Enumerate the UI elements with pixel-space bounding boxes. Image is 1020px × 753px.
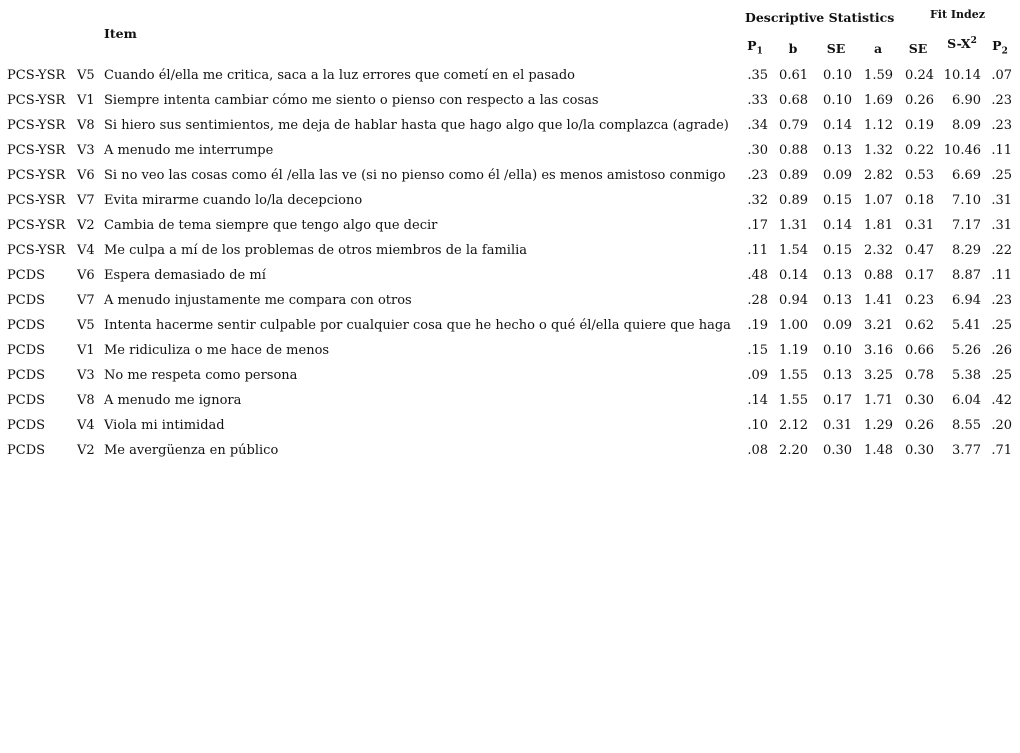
p1-value: .32 [747,193,768,208]
se1-value: 0.13 [823,293,852,308]
item-text: Si hiero sus sentimientos, me deja de hablar hasta que hago algo que lo/la complazca (agrade) [104,118,729,133]
item-text: Me culpa a mí de los problemas de otros miembros de la familia [104,243,528,258]
a-header: a [873,41,883,56]
se2-header: SE [908,41,928,56]
table-row [0,88,1020,113]
se2-value: 0.62 [905,318,934,333]
table-row [0,138,1020,163]
sx2-value: 10.14 [943,68,981,83]
se2-value: 0.22 [905,143,934,158]
se1-value: 0.15 [823,193,852,208]
table-row [0,313,1020,338]
se2-value: 0.66 [905,343,934,358]
se1-value: 0.13 [823,368,852,383]
p2-value: .23 [991,118,1012,133]
b-value: 1.54 [779,243,808,258]
sx2-value: 5.26 [952,343,981,358]
p1-value: .17 [747,218,768,233]
fit-index-header: Fit Indez [930,8,985,21]
table-row [0,238,1020,263]
p2-value: .20 [991,418,1012,433]
item-text: No me respeta como persona [104,368,298,383]
sx2-value: 8.55 [952,418,981,433]
table-row [0,188,1020,213]
se2-value: 0.47 [905,243,934,258]
p2-value: .23 [991,93,1012,108]
scale-cell: PCS-YSR [7,143,66,158]
version-cell: V1 [77,93,95,108]
scale-cell: PCS-YSR [7,168,66,183]
a-value: 1.29 [864,418,893,433]
table-row [0,413,1020,438]
se1-value: 0.13 [823,143,852,158]
scale-cell: PCDS [7,268,46,283]
se1-value: 0.09 [823,318,852,333]
se1-header: SE [826,41,846,56]
table-row [0,163,1020,188]
a-value: 1.32 [864,143,893,158]
version-cell: V6 [77,268,95,283]
p2-value: .31 [991,218,1012,233]
sx2-value: 7.10 [952,193,981,208]
version-cell: V7 [77,193,95,208]
a-value: 3.25 [864,368,893,383]
scale-cell: PCDS [7,293,46,308]
b-value: 0.68 [779,93,808,108]
b-value: 1.55 [779,368,808,383]
se1-value: 0.10 [823,68,852,83]
p2-value: .31 [991,193,1012,208]
item-text: Intenta hacerme sentir culpable por cualquier cosa que he hecho o qué él/ella quiere que haga [104,318,731,333]
scale-cell: PCDS [7,368,46,383]
scale-cell: PCS-YSR [7,93,66,108]
a-value: 0.88 [864,268,893,283]
item-text: Viola mi intimidad [104,418,225,433]
a-value: 2.32 [864,243,893,258]
a-value: 1.69 [864,93,893,108]
se1-value: 0.10 [823,93,852,108]
se2-value: 0.26 [905,93,934,108]
p1-value: .15 [747,343,768,358]
scale-cell: PCDS [7,343,46,358]
p1-value: .09 [747,368,768,383]
version-cell: V3 [77,143,95,158]
a-value: 3.21 [864,318,893,333]
version-cell: V5 [77,68,95,83]
b-value: 0.79 [779,118,808,133]
p2-value: .25 [991,368,1012,383]
p2-value: .23 [991,293,1012,308]
se2-value: 0.17 [905,268,934,283]
b-value: 0.89 [779,168,808,183]
b-value: 0.94 [779,293,808,308]
se2-value: 0.19 [905,118,934,133]
sx2-value: 7.17 [952,218,981,233]
b-value: 1.19 [779,343,808,358]
version-cell: V4 [77,243,95,258]
se1-value: 0.15 [823,243,852,258]
sx2-header: $S-X^2$ [947,36,977,52]
b-header: b [788,41,798,56]
p2-value: .11 [991,268,1012,283]
item-header: Item [104,26,137,41]
se2-value: 0.18 [905,193,934,208]
p1-value: .30 [747,143,768,158]
p2-value: .25 [991,318,1012,333]
scale-cell: PCDS [7,443,46,458]
scale-cell: PCDS [7,418,46,433]
a-value: 2.82 [864,168,893,183]
table-row [0,388,1020,413]
se1-value: 0.14 [823,218,852,233]
scale-cell: PCDS [7,393,46,408]
version-cell: V7 [77,293,95,308]
sx2-value: 10.46 [943,143,981,158]
se2-value: 0.53 [905,168,934,183]
item-text: Cambia de tema siempre que tengo algo que decir [104,218,438,233]
item-text: Si no veo las cosas como él /ella las ve (si no pienso como él /ella) es menos amistoso conmigo [104,168,726,183]
sx2-value: 6.94 [952,293,981,308]
table-row [0,363,1020,388]
item-text: A menudo me interrumpe [104,143,274,158]
sx2-value: 8.09 [952,118,981,133]
version-cell: V1 [77,343,95,358]
a-value: 1.81 [864,218,893,233]
sx2-value: 5.38 [952,368,981,383]
sx2-value: 6.04 [952,393,981,408]
p1-value: .19 [747,318,768,333]
p2-value: .11 [991,143,1012,158]
se1-value: 0.10 [823,343,852,358]
table-row [0,263,1020,288]
a-value: 1.07 [864,193,893,208]
p1-value: .35 [747,68,768,83]
se1-value: 0.30 [823,443,852,458]
se2-value: 0.30 [905,393,934,408]
b-value: 0.61 [779,68,808,83]
se1-value: 0.17 [823,393,852,408]
p1-value: .14 [747,393,768,408]
version-cell: V4 [77,418,95,433]
scale-cell: PCS-YSR [7,118,66,133]
table-body [0,63,1020,463]
p2-value: .25 [991,168,1012,183]
sx2-value: 5.41 [952,318,981,333]
version-cell: V2 [77,218,95,233]
p1-value: .33 [747,93,768,108]
p2-value: .07 [991,68,1012,83]
sx2-value: 6.90 [952,93,981,108]
version-cell: V8 [77,118,95,133]
p1-value: .34 [747,118,768,133]
se1-value: 0.31 [823,418,852,433]
table-row [0,63,1020,88]
b-value: 1.31 [779,218,808,233]
item-text: Me avergüenza en público [104,443,279,458]
b-value: 0.14 [779,268,808,283]
se2-value: 0.24 [905,68,934,83]
a-value: 1.48 [864,443,893,458]
item-text: A menudo injustamente me compara con otros [104,293,412,308]
descriptive-statistics-header: Descriptive Statistics [745,10,895,25]
p2-value: .26 [991,343,1012,358]
version-cell: V3 [77,368,95,383]
item-text: Siempre intenta cambiar cómo me siento o pienso con respecto a las cosas [104,93,599,108]
item-text: Evita mirarme cuando lo/la decepciono [104,193,363,208]
b-value: 0.88 [779,143,808,158]
scale-cell: PCS-YSR [7,68,66,83]
sx2-value: 8.29 [952,243,981,258]
p2-value: .42 [991,393,1012,408]
item-text: Me ridiculiza o me hace de menos [104,343,330,358]
item-text: A menudo me ignora [104,393,242,408]
a-value: 3.16 [864,343,893,358]
table-row [0,288,1020,313]
b-value: 2.12 [779,418,808,433]
se2-value: 0.26 [905,418,934,433]
table-row [0,438,1020,463]
b-value: 0.89 [779,193,808,208]
p1-value: .23 [747,168,768,183]
se2-value: 0.30 [905,443,934,458]
p1-value: .08 [747,443,768,458]
version-cell: V2 [77,443,95,458]
version-cell: V5 [77,318,95,333]
sx2-value: 3.77 [952,443,981,458]
scale-cell: PCS-YSR [7,218,66,233]
table-row [0,113,1020,138]
a-value: 1.12 [864,118,893,133]
scale-cell: PCS-YSR [7,243,66,258]
p1-value: .28 [747,293,768,308]
b-value: 1.00 [779,318,808,333]
p1-value: .10 [747,418,768,433]
a-value: 1.41 [864,293,893,308]
p1-header: $P_1$ [747,38,763,57]
p1-value: .11 [747,243,768,258]
table-row [0,213,1020,238]
item-text: Cuando él/ella me critica, saca a la luz errores que cometí en el pasado [104,68,575,83]
sx2-value: 6.69 [952,168,981,183]
p1-value: .48 [747,268,768,283]
sx2-value: 8.87 [952,268,981,283]
se1-value: 0.13 [823,268,852,283]
version-cell: V8 [77,393,95,408]
b-value: 1.55 [779,393,808,408]
se1-value: 0.14 [823,118,852,133]
se2-value: 0.23 [905,293,934,308]
item-text: Espera demasiado de mí [104,268,266,283]
a-value: 1.59 [864,68,893,83]
table-row [0,338,1020,363]
se2-value: 0.78 [905,368,934,383]
version-cell: V6 [77,168,95,183]
scale-cell: PCS-YSR [7,193,66,208]
scale-cell: PCDS [7,318,46,333]
a-value: 1.71 [864,393,893,408]
p2-value: .71 [991,443,1012,458]
p2-value: .22 [991,243,1012,258]
b-value: 2.20 [779,443,808,458]
se1-value: 0.09 [823,168,852,183]
se2-value: 0.31 [905,218,934,233]
p2-header: $P_2$ [992,38,1008,57]
